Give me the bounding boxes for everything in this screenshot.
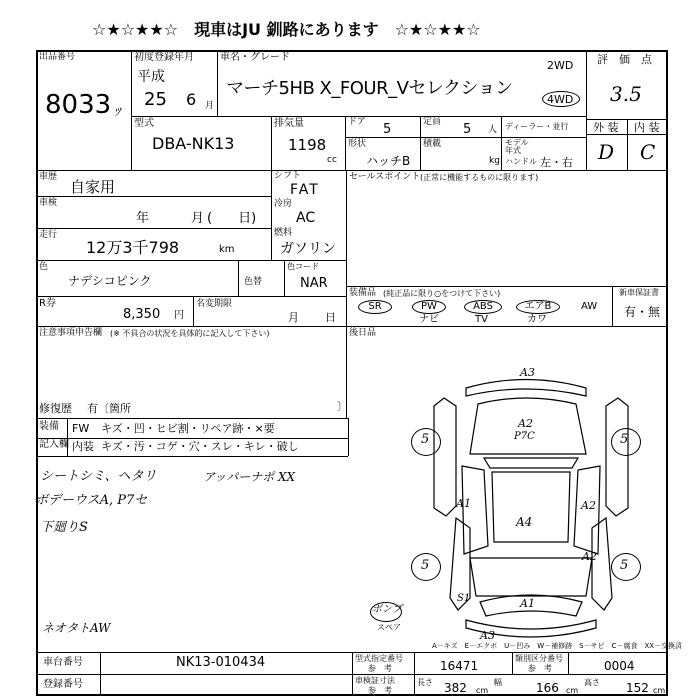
- inspection-month: 月: [191, 211, 205, 226]
- dims-sub: 参 考: [368, 686, 392, 695]
- warranty-label: 新車保証書: [619, 288, 659, 297]
- first-reg-label: 初度登録年月: [134, 52, 194, 63]
- color-code-value: NAR: [300, 276, 328, 291]
- type-no-sub: 参 考: [368, 664, 392, 673]
- handle-value: 左・右: [540, 156, 573, 169]
- dims-width-unit: cm: [566, 686, 579, 695]
- dims-height-label: 高さ: [584, 678, 600, 687]
- lot-number: 8033: [45, 90, 112, 120]
- equipment-navi: ナビ: [419, 314, 439, 325]
- dmg-a2-right: A2: [581, 499, 596, 512]
- name-change-month: 月: [288, 311, 299, 324]
- handwritten-line2: ボデーウスA, P7セ: [35, 493, 148, 508]
- aircon-value: AC: [296, 210, 316, 226]
- equipment-leather: カワ: [527, 314, 547, 325]
- dims-length-label: 長さ: [417, 678, 433, 687]
- equipment-pw-circle: [412, 300, 446, 314]
- displacement-unit: cc: [327, 155, 337, 165]
- warranty-value: 有・無: [624, 305, 661, 319]
- repair-close: 〕: [337, 400, 348, 413]
- handwritten-line4: アッパーナポ XX: [203, 470, 296, 484]
- equipment-airbag-circle: [516, 300, 560, 314]
- displacement-label: 排気量: [274, 118, 304, 129]
- equipment-sub: (純正品に限り○をつけて下さい): [383, 289, 501, 298]
- displacement-value: 1198: [288, 136, 327, 154]
- after-fit-label: 後日品: [349, 328, 377, 338]
- inspection-label: 車検: [39, 198, 58, 208]
- color-value: ナデシコピンク: [68, 274, 152, 288]
- doors-label: ドア: [348, 117, 366, 127]
- car-name-label: 車名・グレード: [220, 52, 290, 63]
- shift-value: FAT: [290, 182, 320, 198]
- damage-legend: A－キズ E－エクボ U－凹み W－補修跡 S－サビ C－腐食 XX－交換済: [432, 642, 683, 650]
- sales-point-label: セールスポイント: [349, 172, 421, 182]
- capacity-unit: kg: [489, 156, 500, 166]
- class-no-label: 類別区分番号: [515, 654, 563, 663]
- dims-length-unit: cm: [476, 686, 489, 695]
- recycle-value: 8,350: [123, 307, 161, 322]
- shape-label: 形状: [348, 139, 367, 149]
- inspection-year: 年: [136, 211, 150, 226]
- history-value: 自家用: [70, 178, 116, 196]
- equipment-aw: AW: [581, 301, 598, 312]
- drive-2wd: 2WD: [547, 59, 574, 72]
- capacity-label: 積載: [423, 139, 442, 149]
- legend-l2c: キズ・汚・コゲ・穴・スレ・キレ・破し: [101, 440, 299, 453]
- fuel-value: ガソリン: [280, 241, 336, 257]
- grade-value: 3.5: [610, 82, 642, 106]
- color-code-label: 色コード: [287, 262, 319, 271]
- name-change-label: 名変期限: [196, 299, 233, 309]
- dmg-a1-rear: A1: [520, 597, 535, 610]
- legend-l1a: 装備: [39, 421, 59, 432]
- repair-value: 有〔箇所: [87, 402, 131, 415]
- model-year-label1: モデル: [505, 138, 529, 147]
- dims-width-label: 幅: [494, 678, 502, 687]
- class-no-sub: 参 考: [528, 664, 552, 673]
- tire-rr-value: 5: [620, 558, 629, 573]
- mileage-value: 12万3千798: [86, 238, 180, 257]
- handwritten-line5: ネオタトAW: [42, 621, 111, 635]
- model-value: DBA-NK13: [152, 134, 235, 153]
- dmg-a2-roof-sub: P7C: [514, 431, 535, 442]
- repair-label: 修復歴: [39, 402, 72, 415]
- int-value: C: [640, 140, 656, 164]
- dmg-a1-left: A1: [456, 497, 471, 510]
- handwritten-line3: 下廻りS: [40, 520, 88, 535]
- int-label: 内 装: [634, 121, 660, 134]
- recycle-unit: 円: [174, 310, 184, 321]
- equipment-abs: ABS: [473, 301, 493, 312]
- seats-value: 5: [463, 122, 472, 137]
- chassis-value: NK13-010434: [176, 655, 266, 670]
- tire-fr-value: 5: [620, 432, 629, 447]
- dims-height-unit: cm: [653, 686, 666, 695]
- reg-no-label: 登録番号: [43, 679, 83, 690]
- fuel-label: 燃料: [274, 228, 293, 238]
- spare-note: ボンプ: [372, 604, 402, 615]
- dmg-a4: A4: [516, 515, 533, 529]
- shift-label: シフト: [274, 171, 302, 181]
- type-no-value: 16471: [440, 659, 479, 673]
- first-reg-era: 平成: [137, 69, 165, 85]
- lot-label: 出品番号: [39, 52, 76, 62]
- ext-label: 外 装: [593, 121, 619, 134]
- tire-rl-value: 5: [421, 558, 430, 573]
- ext-value: D: [598, 140, 615, 164]
- tire-fl-value: 5: [421, 432, 430, 447]
- model-year-label2: 年式: [505, 146, 521, 155]
- lot-suffix: ﾂ: [114, 105, 121, 119]
- seats-label: 定員: [423, 117, 442, 127]
- dims-label: 車検証寸法: [355, 676, 395, 685]
- class-no-value: 0004: [604, 659, 635, 673]
- equipment-airbag: エアB: [524, 301, 552, 312]
- banner-text: ☆★☆★★☆ 現車はJU 釧路にあります ☆★☆★★☆: [92, 20, 481, 39]
- dmg-s1: S1: [457, 593, 471, 604]
- aircon-label: 冷房: [274, 199, 293, 209]
- dealer-label: ディーラー・並行: [505, 122, 569, 131]
- sales-point-sub: (正常に機能するものに限ります): [420, 173, 539, 182]
- first-reg-month-unit: 月: [205, 101, 215, 111]
- equipment-sr-circle: [358, 300, 392, 314]
- dmg-a3-top: A3: [520, 366, 535, 379]
- mileage-label: 走行: [39, 230, 58, 240]
- equipment-tv: TV: [475, 314, 488, 325]
- grade-label: 評 価 点: [597, 53, 652, 66]
- dims-width: 166: [536, 681, 559, 695]
- seats-unit: 人: [488, 125, 498, 135]
- shape-value: ハッチB: [366, 154, 411, 168]
- history-label: 車歴: [39, 172, 58, 182]
- dims-height: 152: [626, 681, 649, 695]
- car-name-value: マーチ5HB X_FOUR_Vセレクション: [226, 78, 513, 99]
- notes-label: 注意事項申告欄: [39, 328, 103, 338]
- first-reg-year: 25: [144, 89, 167, 110]
- equipment-pw: PW: [421, 301, 437, 312]
- mileage-unit: km: [219, 244, 235, 255]
- spare-label: スペア: [377, 623, 401, 632]
- chassis-label: 車台番号: [43, 657, 83, 668]
- handle-label: ハンドル: [505, 157, 537, 166]
- legend-l1b: FW: [72, 422, 90, 435]
- equipment-label: 装備品: [349, 288, 377, 298]
- legend-l2b: 内装: [72, 440, 94, 453]
- doors-value: 5: [383, 122, 392, 137]
- color-label: 色: [39, 262, 49, 272]
- inspection-day: ( 日): [207, 211, 257, 226]
- dmg-a2-rear: A2: [582, 550, 597, 563]
- type-no-label: 型式指定番号: [355, 654, 403, 663]
- dims-length: 382: [444, 681, 467, 695]
- notes-sub: (※ 不具合の状況を具体的に記入して下さい): [110, 329, 270, 338]
- equipment-sr: SR: [368, 301, 382, 312]
- first-reg-month: 6: [186, 90, 197, 109]
- handwritten-line1: シートシミ、ヘタリ: [40, 469, 157, 484]
- legend-l2a: 記入欄: [39, 439, 69, 450]
- dmg-a2-roof: A2: [518, 417, 533, 430]
- color-swap-label: 色替: [244, 277, 263, 287]
- drive-4wd: 4WD: [547, 93, 574, 106]
- dmg-a3-bottom: A3: [480, 629, 495, 642]
- model-label: 型式: [134, 118, 154, 129]
- legend-l1c: キズ・凹・ヒビ割・リペア跡・×要: [101, 422, 275, 435]
- name-change-day: 日: [325, 311, 336, 324]
- equipment-abs-circle: [464, 300, 502, 314]
- recycle-label: R券: [39, 298, 56, 309]
